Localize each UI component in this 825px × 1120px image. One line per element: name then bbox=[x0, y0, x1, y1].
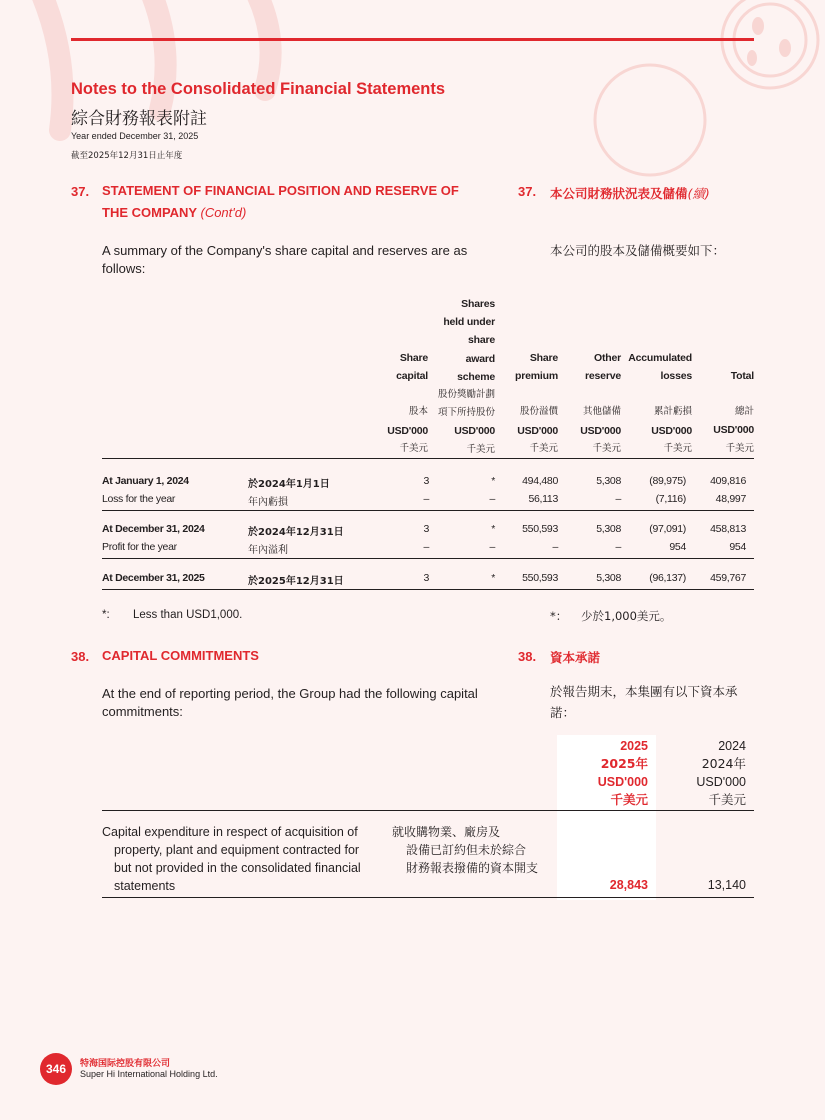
commitment-value-2024: 13,140 bbox=[707, 878, 746, 892]
footnote-mark: *: bbox=[102, 609, 110, 621]
table38-header-rule bbox=[102, 810, 754, 811]
col-2025-header: 2025 2025年 USD'000 千美元 bbox=[597, 739, 648, 807]
note38-number-cn: 38. bbox=[518, 649, 537, 664]
commitment-item: Capital expenditure in respect of acquisition of property, plant and equipment contracted for but not provided in the consolidated financial statements bbox=[102, 825, 361, 893]
commitment-value-2025: 28,843 bbox=[609, 878, 648, 892]
top-rule bbox=[71, 38, 754, 41]
note37-title-cn: 本公司財務狀況表及儲備(續) bbox=[550, 186, 710, 201]
table-row: At January 1, 2024 於2024年1月1日 3 * 494,480 5,308 (89,975) 409,816 bbox=[102, 475, 746, 490]
row-rule bbox=[102, 510, 754, 511]
period-label-cn: 截至2025年12月31日止年度 bbox=[71, 151, 183, 161]
note37-number: 37. bbox=[71, 184, 90, 199]
col-share-award-header: Shares held under share award scheme 股份獎勵計劃 項下所持股份 USD'000 千美元 bbox=[437, 298, 495, 455]
col-share-premium-header: Share premium 股份溢價 USD'000 千美元 bbox=[515, 352, 558, 454]
table37-header-rule bbox=[102, 458, 754, 459]
note38-intro: At the end of reporting period, the Group had the following capital commitments: bbox=[102, 686, 478, 719]
note38-intro-cn: 於報告期末，本集團有以下資本承 諾： bbox=[550, 684, 738, 720]
table-row: At December 31, 2025 於2025年12月31日 3 * 550,593 5,308 (96,137) 459,767 bbox=[102, 572, 746, 587]
table38-bottom-rule bbox=[102, 897, 754, 898]
company-name: Super Hi International Holding Ltd. bbox=[80, 1069, 218, 1079]
company-name-cn: 特海国际控股有限公司 bbox=[80, 1059, 171, 1069]
note37-summary: A summary of the Company's share capital and reserves are as follows: bbox=[102, 243, 468, 276]
note37-summary-cn: 本公司的股本及儲備概要如下： bbox=[550, 243, 726, 258]
page-title-cn: 綜合財務報表附註 bbox=[71, 109, 207, 129]
note37-title: STATEMENT OF FINANCIAL POSITION AND RESERVE OF THE COMPANY (Cont'd) bbox=[102, 183, 459, 220]
page-number-badge: 346 bbox=[40, 1053, 72, 1085]
commitment-item-cn: 就收購物業、廠房及 設備已訂約但未於綜合 財務報表撥備的資本開支 bbox=[392, 825, 539, 875]
table-row: Profit for the year 年內溢利 – – – – 954 954 bbox=[102, 541, 746, 556]
col-accumulated-losses-header: Accumulated losses 累計虧損 USD'000 千美元 bbox=[628, 352, 692, 454]
footnote-text-cn: 少於1,000美元。 bbox=[581, 609, 672, 623]
table-row: Loss for the year 年內虧損 – – 56,113 – (7,116) 48,997 bbox=[102, 493, 746, 508]
col-share-capital-header: Share capital 股本 USD'000 千美元 bbox=[387, 352, 428, 454]
col-other-reserve-header: Other reserve 其他儲備 USD'000 千美元 bbox=[580, 352, 621, 454]
col-2024-header: 2024 2024年 USD'000 千美元 bbox=[696, 739, 746, 807]
footnote-mark-cn: *： bbox=[550, 609, 568, 623]
note38-number: 38. bbox=[71, 649, 90, 664]
table-row: At December 31, 2024 於2024年12月31日 3 * 550,593 5,308 (97,091) 458,813 bbox=[102, 523, 746, 538]
page-title: Notes to the Consolidated Financial Statements bbox=[71, 80, 446, 98]
note38-title: CAPITAL COMMITMENTS bbox=[102, 648, 259, 663]
note37-number-cn: 37. bbox=[518, 184, 537, 199]
table37-bottom-rule bbox=[102, 589, 754, 590]
row-rule bbox=[102, 558, 754, 559]
col-total-header: Total 總計 USD'000 千美元 bbox=[713, 370, 754, 454]
note38-title-cn: 資本承諾 bbox=[550, 650, 601, 665]
footnote-text: Less than USD1,000. bbox=[133, 609, 243, 621]
period-label: Year ended December 31, 2025 bbox=[71, 131, 199, 141]
